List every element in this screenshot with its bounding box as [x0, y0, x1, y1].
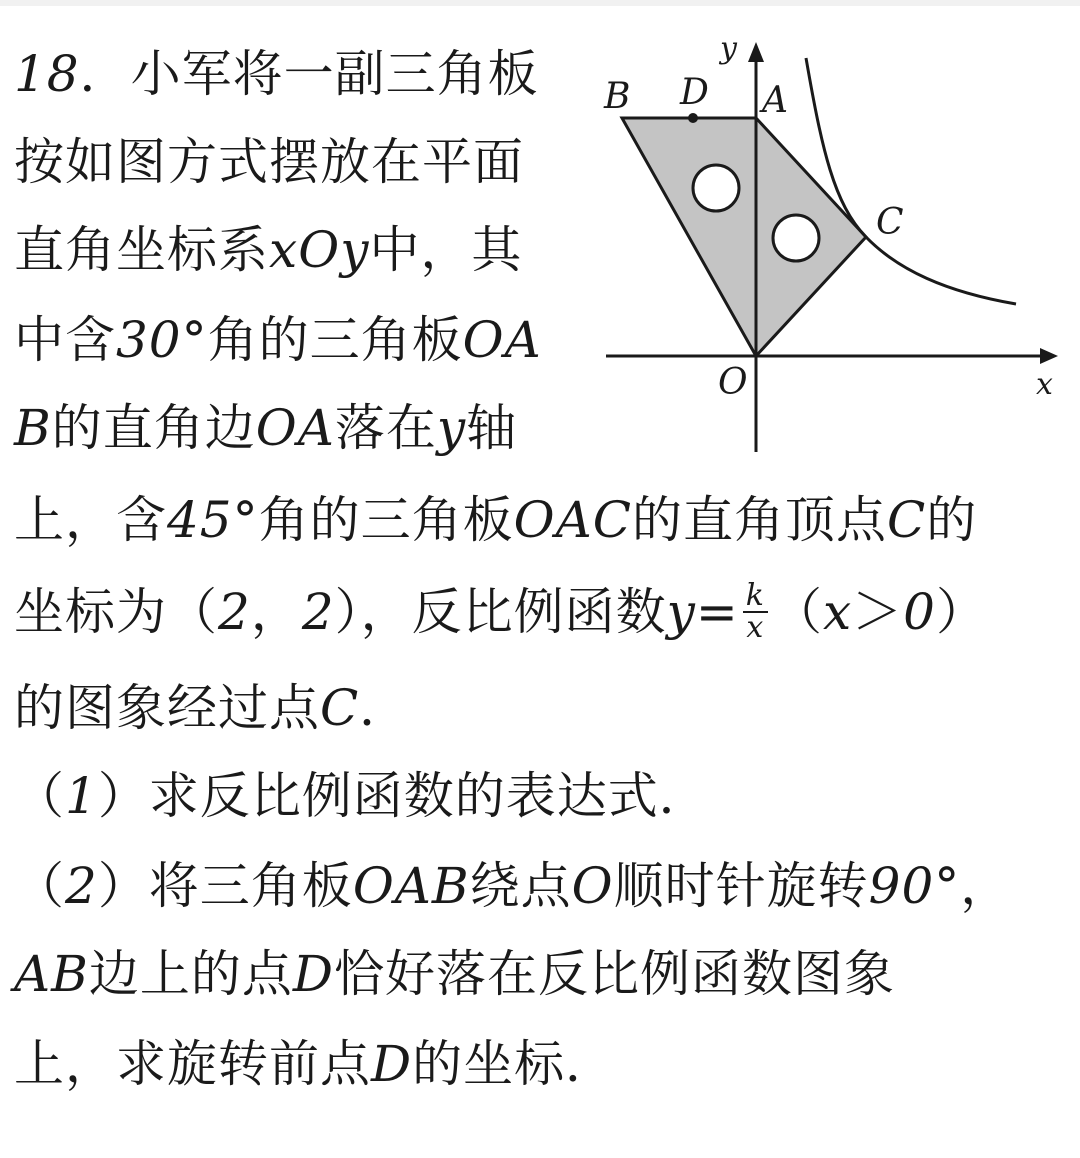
problem-line-5: B的直角边OA落在y轴 [14, 399, 518, 457]
origin-label: O [718, 362, 748, 403]
problem-line-7: 坐标为（2，2），反比例函数y= $\frac{k}{x}$ （x＞0） [14, 577, 987, 645]
question-part-2-line-2: AB边上的点D恰好落在反比例函数图象 [14, 945, 895, 1003]
question-part-1: （1）求反比例函数的表达式． [14, 767, 710, 825]
x-axis-arrow [1040, 348, 1058, 364]
coordinate-figure [596, 30, 1070, 460]
y-axis-arrow [748, 42, 764, 62]
y-axis-label: y [720, 31, 737, 66]
question-part-2-line-3: 上，求旋转前点D的坐标． [14, 1035, 617, 1093]
label-d: D [680, 72, 709, 113]
x-axis-label: x [1036, 367, 1053, 402]
hole-left [693, 165, 739, 211]
triangle-oab [622, 118, 756, 356]
hole-right [773, 215, 819, 261]
question-part-2: （2）将三角板OAB绕点O顺时针旋转90°， [14, 857, 1012, 915]
problem-line-8: 的图象经过点C． [14, 679, 411, 737]
problem-line-2: 按如图方式摆放在平面 [14, 133, 524, 191]
problem-line-4: 中含30°角的三角板OA [14, 311, 542, 369]
problem-line-6: 上，含45°角的三角板OAC的直角顶点C的 [14, 491, 978, 549]
point-d [688, 113, 698, 123]
problem-number: 18 [14, 45, 80, 103]
top-divider [0, 0, 1080, 6]
fraction-k-over-x: $\frac{k}{x}$ [743, 581, 768, 643]
problem-line-1: 18．小军将一副三角板 [14, 45, 539, 103]
problem-line-3: 直角坐标系xOy中，其 [14, 221, 523, 279]
label-b: B [604, 76, 631, 117]
label-c: C [876, 202, 904, 243]
label-a: A [762, 80, 788, 121]
